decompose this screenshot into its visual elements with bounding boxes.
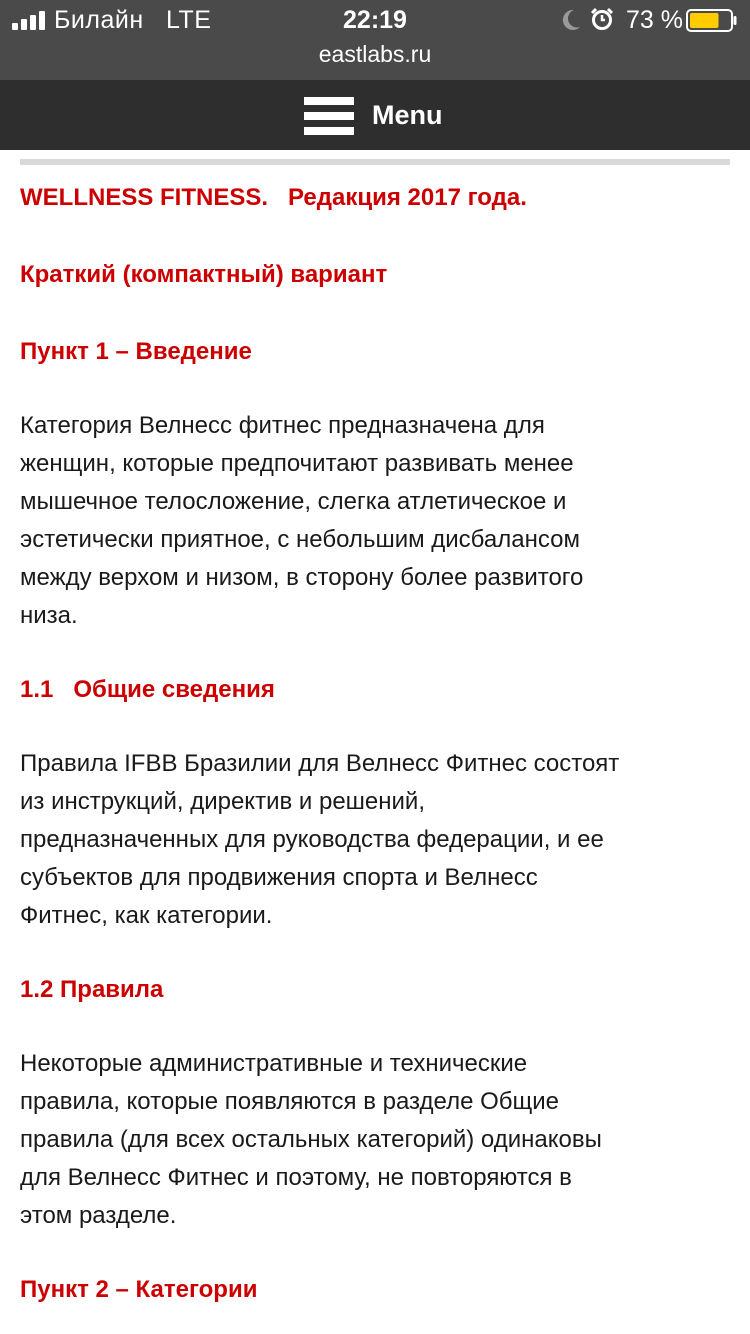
section-heading: Пункт 2 – Категории [20,1276,258,1303]
paragraph: Категория Велнесс фитнес предназначена для женщин, которые предпочитают развивать менее мышечное телосложение, слегка атлетическое и эстетически приятное, с небольшим дисбалансом между верхом и низом, в сторону более развитого низа. [20,412,584,629]
clock: 22:19 [343,6,407,34]
article-body [20,180,735,1308]
paragraph: Правила IFBB Бразилии для Велнесс Фитнес состоят из инструкций, директив и решений, предназначенных для руководства федерации, и ее субъектов для продвижения спорта и Велнесс Фитнес, как категории. [20,750,620,929]
site-menu-bar[interactable] [0,80,750,150]
battery-percent: 73 % [626,6,683,34]
paragraph: Некоторые административные и технические правила, которые появляются в разделе Общие правила (для всех остальных категорий) одинаковы для Велнесс Фитнес и поэтому, не повторяются в этом разделе. [20,1050,602,1229]
section-heading: Пункт 1 – Введение [20,338,252,365]
menu-button-label[interactable]: Menu [372,100,443,130]
battery-icon [686,9,738,32]
battery-fill [690,13,719,28]
status-bar [0,0,750,80]
moon-icon [560,8,582,32]
divider [20,159,730,165]
section-heading: 1.2 Правила [20,976,164,1003]
alarm-icon [590,7,614,31]
section-heading: 1.1 Общие сведения [20,676,275,703]
carrier-label: Билайн LTE [54,6,212,34]
hamburger-icon[interactable] [304,97,354,135]
article-title: WELLNESS FITNESS. Редакция 2017 года. [20,184,527,211]
address-bar-url[interactable]: eastlabs.ru [318,41,432,67]
article-subtitle: Краткий (компактный) вариант [20,261,388,288]
